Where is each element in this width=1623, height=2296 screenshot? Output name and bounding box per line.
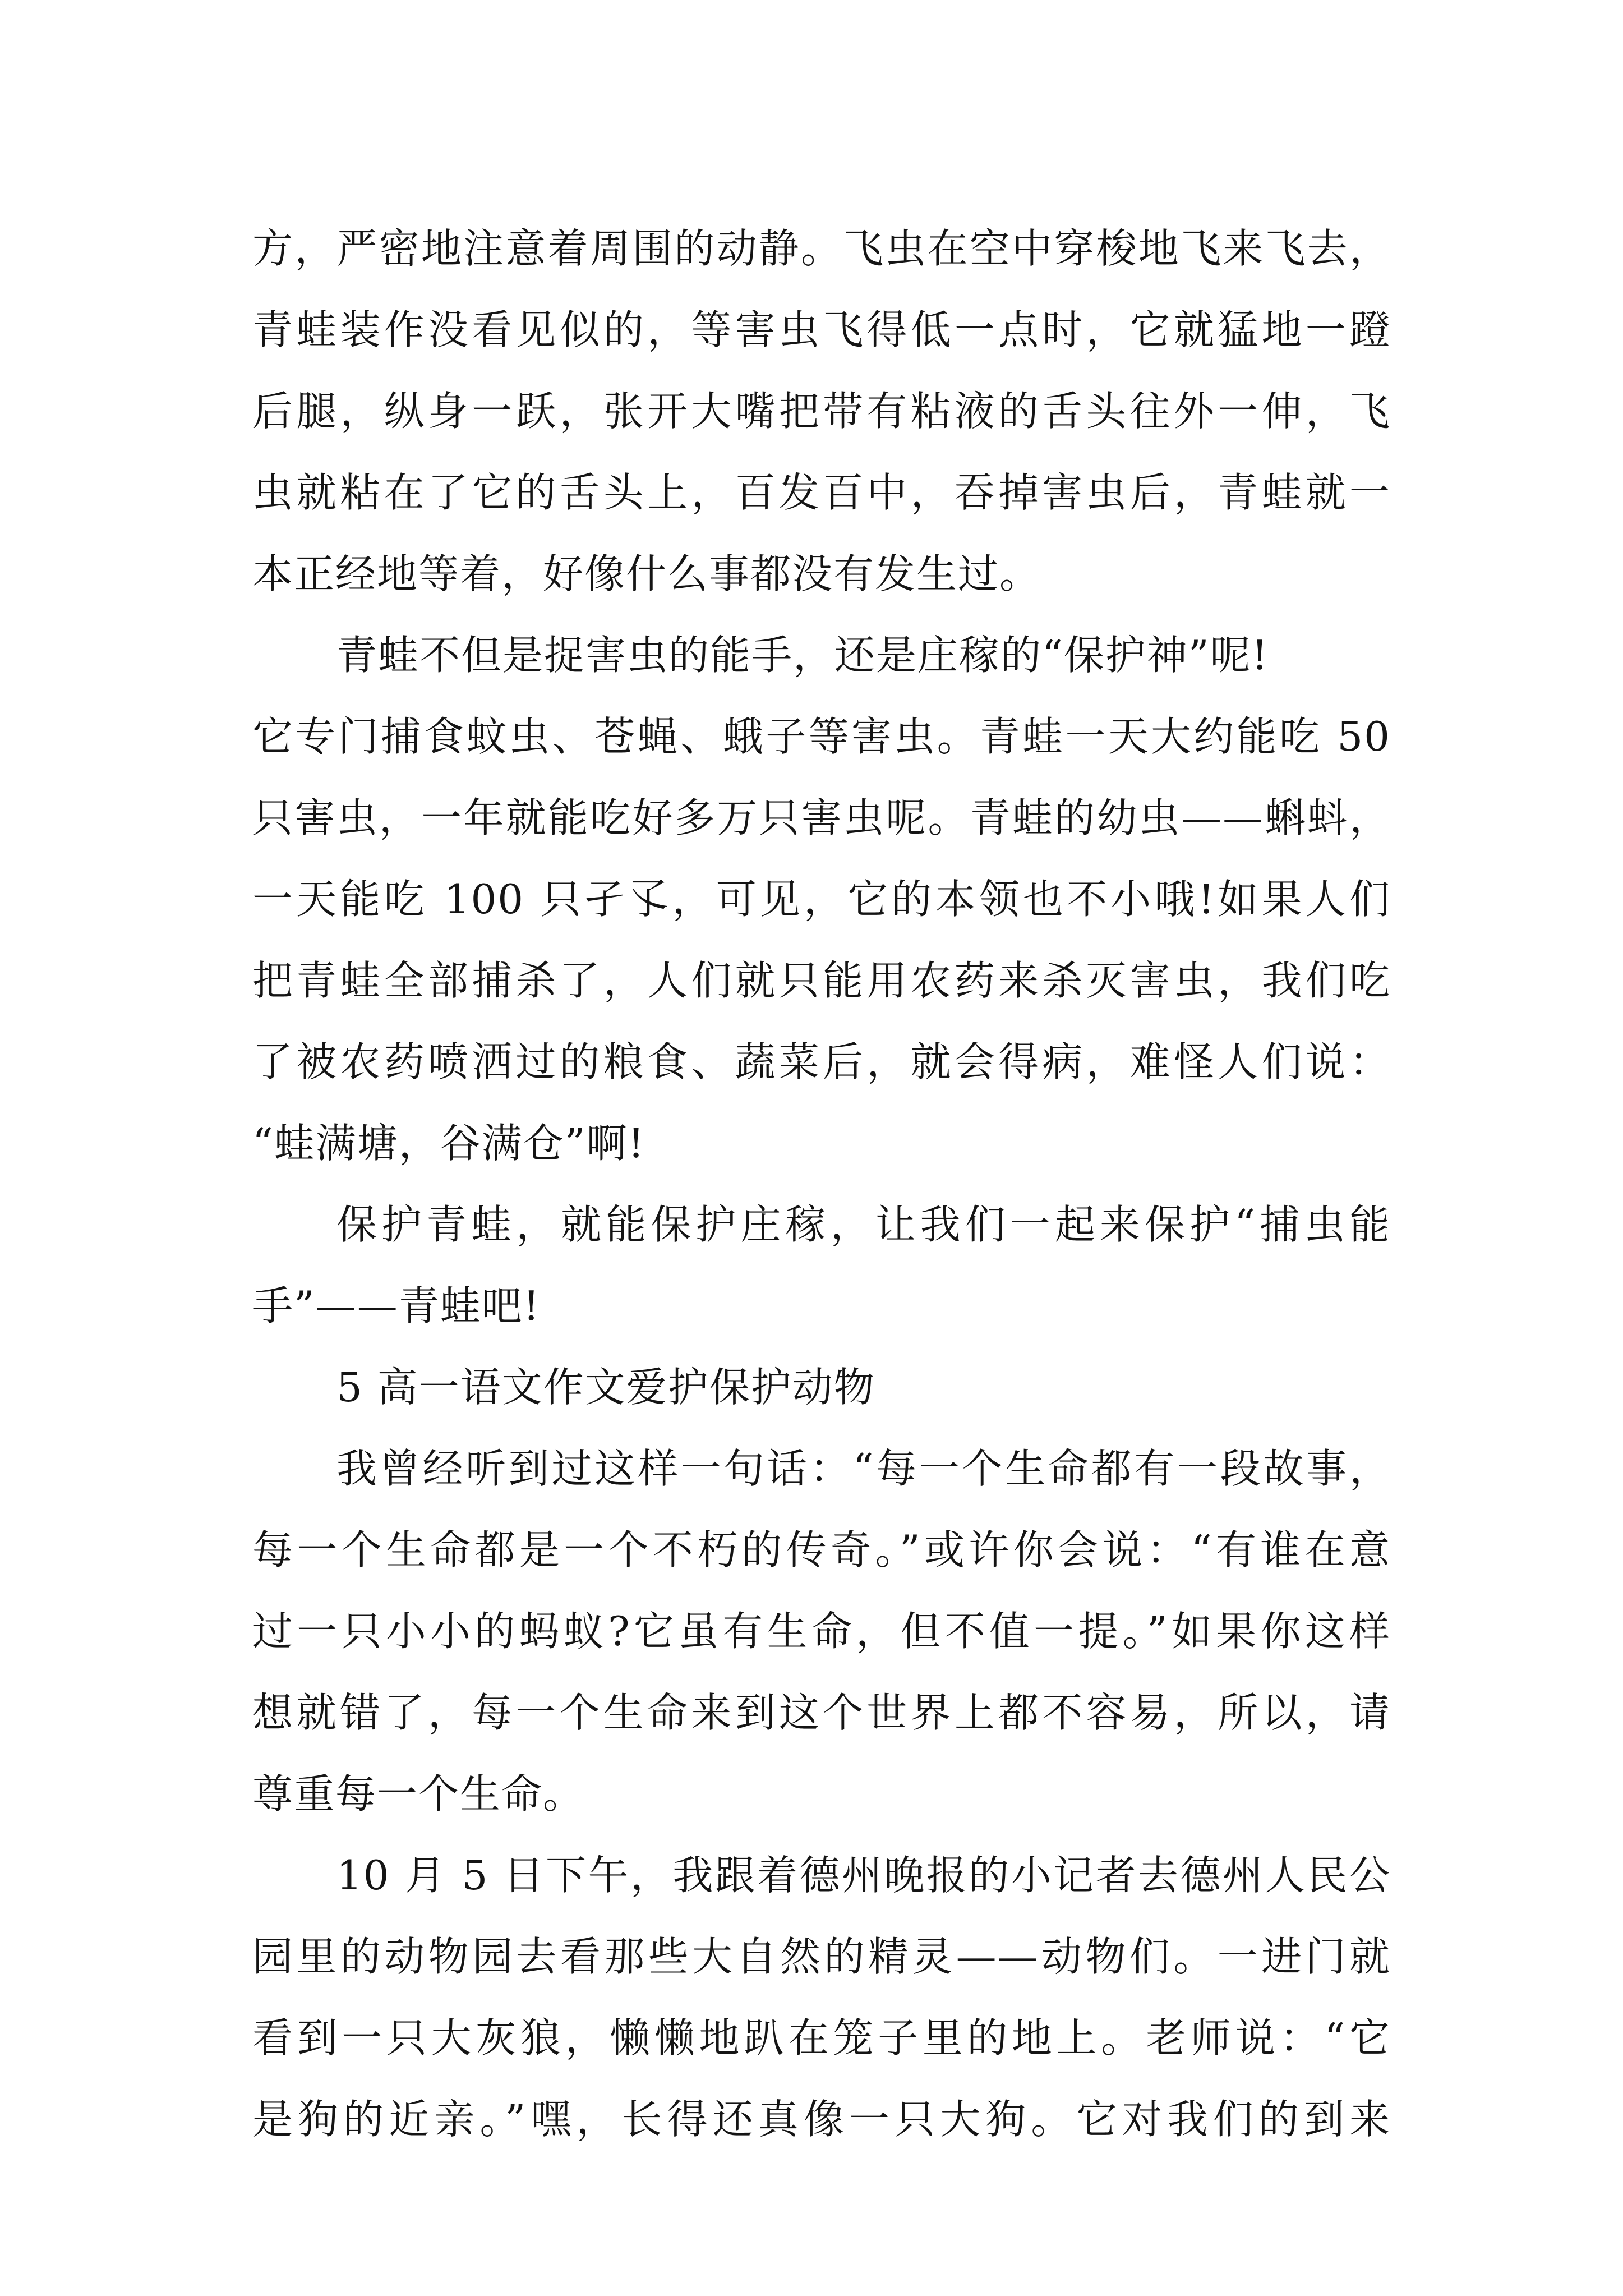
paragraph-first-line: 10 月 5 日下午，我跟着德州晚报的小记者去德州人民公 (336, 1852, 1391, 1899)
paragraph-first-line: 青蛙不但是捉害虫的能手，还是庄稼的“保护神”呢! (336, 632, 1269, 679)
text-line: 本正经地等着，好像什么事都没有发生过。 (252, 550, 1041, 597)
text-line: 它专门捕食蚊虫、苍蝇、蛾子等害虫。青蛙一天大约能吃 50 (252, 713, 1391, 760)
text-line: 只害虫，一年就能吃好多万只害虫呢。青蛙的幼虫——蝌蚪， (252, 794, 1391, 841)
text-line: 后腿，纵身一跃，张开大嘴把带有粘液的舌头往外一伸，飞 (252, 388, 1391, 435)
text-line: 每一个生命都是一个不朽的传奇。”或许你会说：“有谁在意 (252, 1526, 1391, 1573)
text-line: 方，严密地注意着周围的动静。飞虫在空中穿梭地飞来飞去， (252, 225, 1391, 272)
paragraph-first-line: 我曾经听到过这样一句话：“每一个生命都有一段故事， (336, 1445, 1391, 1492)
text-line: “蛙满塘，谷满仓”啊! (252, 1120, 645, 1167)
section-heading: 5 高一语文作文爱护保护动物 (336, 1364, 875, 1411)
text-line: 青蛙装作没看见似的，等害虫飞得低一点时，它就猛地一蹬 (252, 306, 1391, 353)
text-line: 想就错了，每一个生命来到这个世界上都不容易，所以，请 (252, 1689, 1391, 1736)
text-line: 是狗的近亲。”嘿，长得还真像一只大狗。它对我们的到来 (252, 2096, 1391, 2143)
text-line: 把青蛙全部捕杀了，人们就只能用农药来杀灭害虫，我们吃 (252, 957, 1391, 1004)
text-line: 虫就粘在了它的舌头上，百发百中，吞掉害虫后，青蛙就一 (252, 469, 1391, 516)
text-line: 过一只小小的蚂蚁?它虽有生命，但不值一提。”如果你这样 (252, 1608, 1391, 1655)
text-line: 看到一只大灰狼，懒懒地趴在笼子里的地上。老师说：“它 (252, 2014, 1391, 2062)
text-line: 园里的动物园去看那些大自然的精灵——动物们。一进门就 (252, 1933, 1391, 1980)
paragraph-first-line: 保护青蛙，就能保护庄稼，让我们一起来保护“捕虫能 (336, 1201, 1391, 1248)
text-line: 手”——青蛙吧! (252, 1282, 541, 1329)
text-line: 尊重每一个生命。 (252, 1770, 585, 1818)
text-line: 一天能吃 100 只孑孓，可见，它的本领也不小哦!如果人们 (252, 876, 1391, 923)
text-line: 了被农药喷洒过的粮食、蔬菜后，就会得病，难怪人们说： (252, 1038, 1391, 1085)
